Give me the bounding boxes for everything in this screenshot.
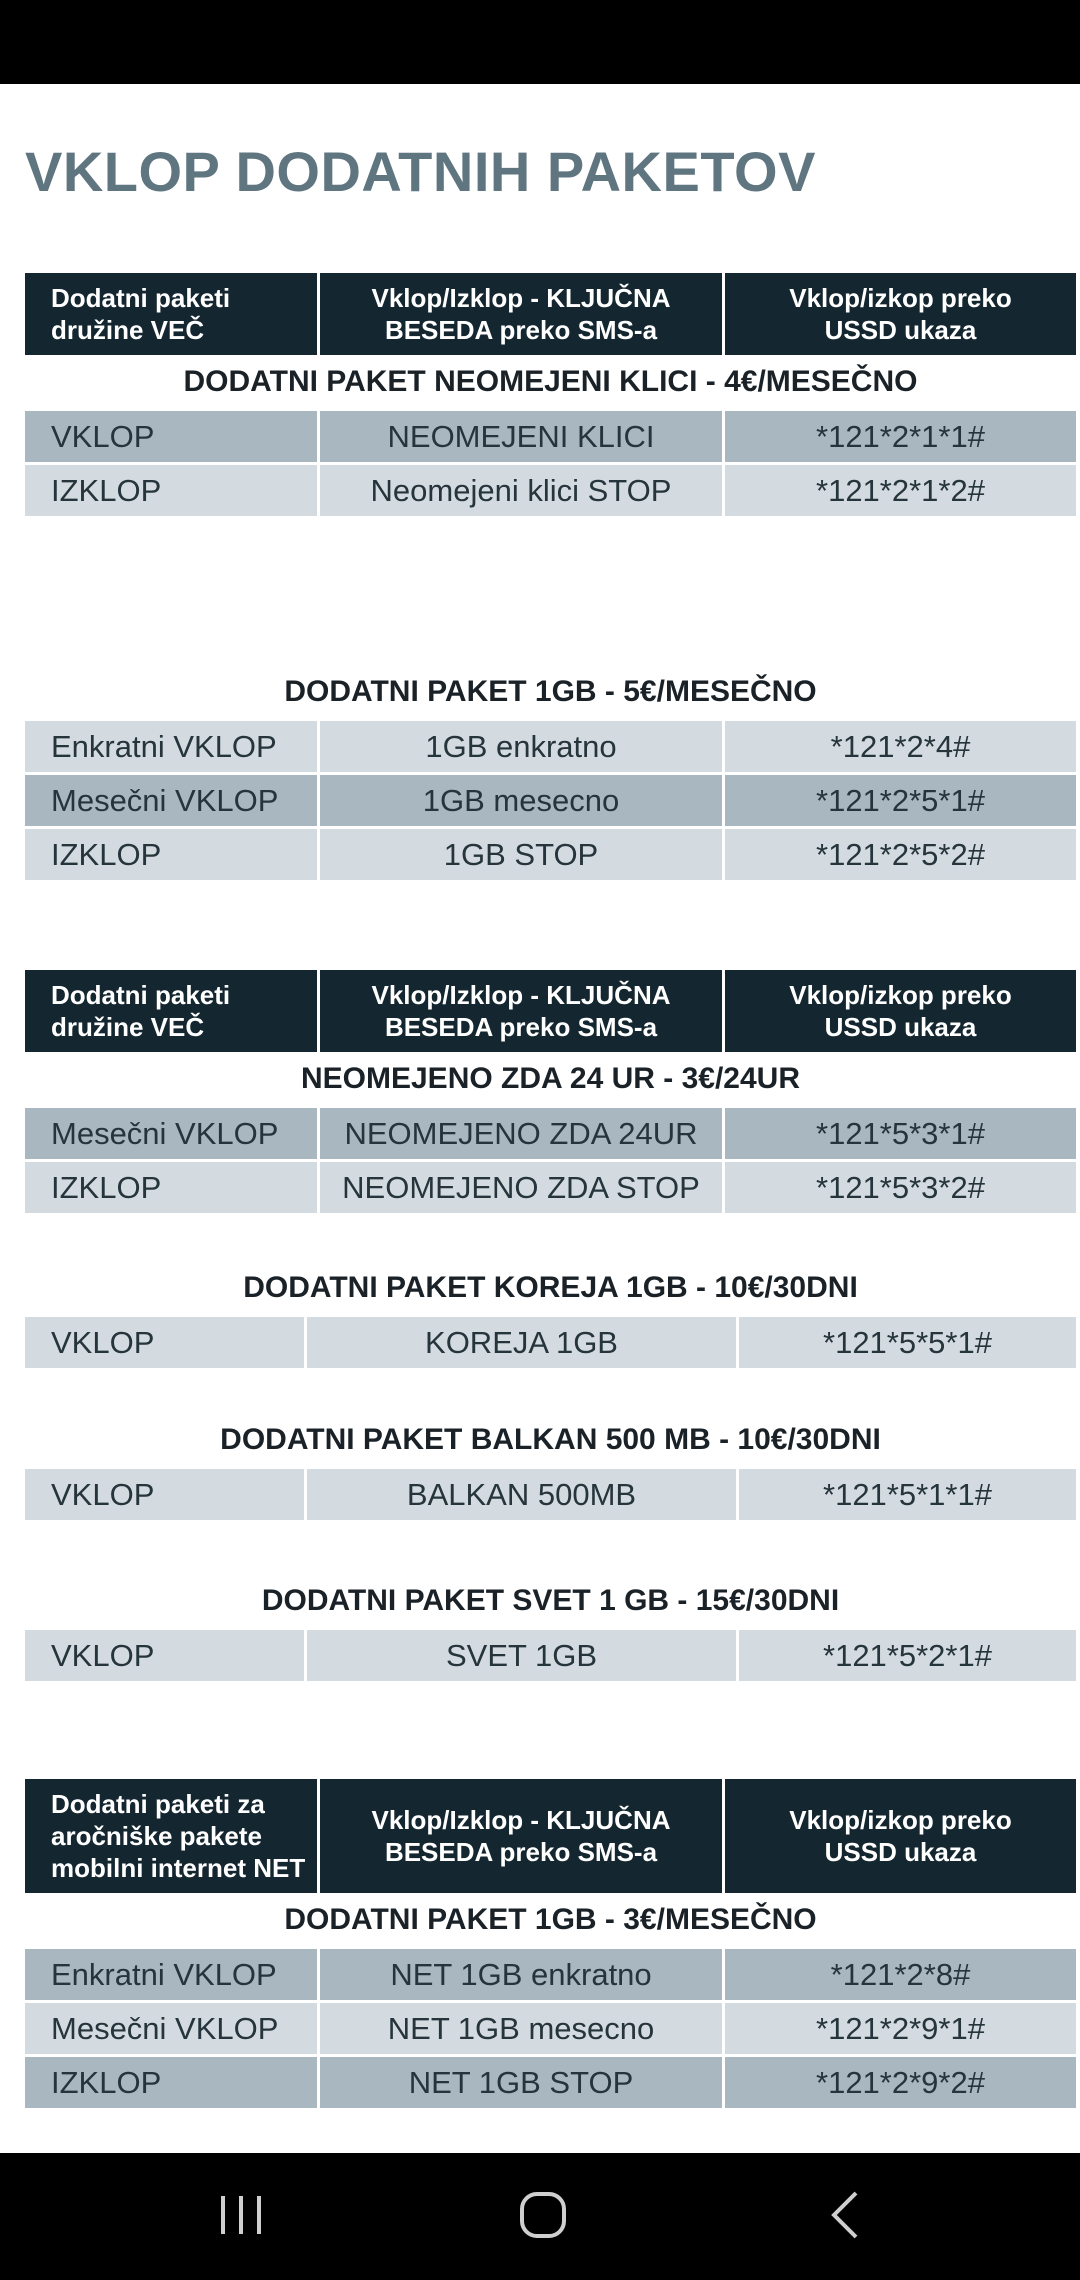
page-title: VKLOP DODATNIH PAKETOV [25,140,816,203]
row-ussd-code: *121*5*3*2# [725,1162,1076,1213]
header-col-package: Dodatni paketi družine VEČ [25,273,320,355]
table-header [25,273,1076,355]
row-sms-keyword: SVET 1GB [307,1630,739,1681]
row-ussd-code: *121*2*9*1# [725,2003,1076,2054]
row-ussd-code: *121*5*2*1# [739,1630,1076,1681]
row-sms-keyword: NET 1GB STOP [320,2057,725,2108]
header-col-ussd: Vklop/izkop preko USSD ukaza [725,970,1076,1052]
row-ussd-code: *121*2*4# [725,721,1076,772]
table-row [25,1469,1076,1520]
section-title-koreja: DODATNI PAKET KOREJA 1GB - 10€/30DNI [243,1271,858,1304]
row-sms-keyword: Neomejeni klici STOP [320,465,725,516]
table-row [25,829,1076,880]
row-ussd-code: *121*2*9*2# [725,2057,1076,2108]
row-sms-keyword: NET 1GB mesecno [320,2003,725,2054]
table-row [25,465,1076,516]
status-bar [0,0,1080,84]
page-content [0,84,1080,2153]
row-ussd-code: *121*5*1*1# [739,1469,1076,1520]
row-ussd-code: *121*2*8# [725,1949,1076,2000]
row-ussd-code: *121*5*5*1# [739,1317,1076,1368]
row-sms-keyword: BALKAN 500MB [307,1469,739,1520]
header-col-package: Dodatni paketi družine VEČ [25,970,320,1052]
row-action: IZKLOP [25,829,320,880]
row-action: Mesečni VKLOP [25,775,320,826]
section-title-balkan: DODATNI PAKET BALKAN 500 MB - 10€/30DNI [220,1423,881,1456]
row-action: IZKLOP [25,2057,320,2108]
table-row [25,2057,1076,2108]
table-row [25,1949,1076,2000]
section-title-svet: DODATNI PAKET SVET 1 GB - 15€/30DNI [261,1584,840,1617]
home-button[interactable] [498,2180,588,2250]
row-action: VKLOP [25,1317,307,1368]
recent-apps-icon [217,2192,265,2238]
row-sms-keyword: NEOMEJENI KLICI [320,411,725,462]
header-col-sms-keyword: Vklop/Izklop - KLJUČNA BESEDA preko SMS-a [320,273,725,355]
recent-apps-button[interactable] [196,2180,286,2250]
row-action: Enkratni VKLOP [25,721,320,772]
row-ussd-code: *121*2*1*1# [725,411,1076,462]
back-icon [826,2189,866,2241]
header-col-package: Dodatni paketi za aročniške pakete mobilni internet NET [25,1779,320,1893]
table-row [25,1162,1076,1213]
table-header [25,970,1076,1052]
row-sms-keyword: KOREJA 1GB [307,1317,739,1368]
table-row [25,775,1076,826]
section-title-net-1gb: DODATNI PAKET 1GB - 3€/MESEČNO [284,1903,817,1936]
row-action: Mesečni VKLOP [25,2003,320,2054]
section-title-neomejeni-klici: DODATNI PAKET NEOMEJENI KLICI - 4€/MESEČNO [183,365,918,398]
row-ussd-code: *121*2*1*2# [725,465,1076,516]
table-header [25,1779,1076,1893]
table-row [25,1108,1076,1159]
row-ussd-code: *121*2*5*2# [725,829,1076,880]
row-sms-keyword: 1GB mesecno [320,775,725,826]
row-sms-keyword: 1GB enkratno [320,721,725,772]
row-action: Mesečni VKLOP [25,1108,320,1159]
header-col-ussd: Vklop/izkop preko USSD ukaza [725,1779,1076,1893]
row-action: IZKLOP [25,465,320,516]
row-sms-keyword: NEOMEJENO ZDA STOP [320,1162,725,1213]
back-button[interactable] [801,2180,891,2250]
row-sms-keyword: NET 1GB enkratno [320,1949,725,2000]
row-action: VKLOP [25,1630,307,1681]
table-row [25,411,1076,462]
section-title-1gb: DODATNI PAKET 1GB - 5€/MESEČNO [284,675,817,708]
section-title-zda: NEOMEJENO ZDA 24 UR - 3€/24UR [300,1062,800,1095]
header-col-sms-keyword: Vklop/Izklop - KLJUČNA BESEDA preko SMS-a [320,1779,725,1893]
header-col-ussd: Vklop/izkop preko USSD ukaza [725,273,1076,355]
table-row [25,2003,1076,2054]
row-action: VKLOP [25,1469,307,1520]
row-ussd-code: *121*5*3*1# [725,1108,1076,1159]
row-ussd-code: *121*2*5*1# [725,775,1076,826]
table-row [25,721,1076,772]
home-icon [517,2189,569,2241]
row-action: IZKLOP [25,1162,320,1213]
row-action: VKLOP [25,411,320,462]
table-row [25,1630,1076,1681]
row-sms-keyword: 1GB STOP [320,829,725,880]
header-col-sms-keyword: Vklop/Izklop - KLJUČNA BESEDA preko SMS-a [320,970,725,1052]
row-sms-keyword: NEOMEJENO ZDA 24UR [320,1108,725,1159]
row-action: Enkratni VKLOP [25,1949,320,2000]
table-row [25,1317,1076,1368]
